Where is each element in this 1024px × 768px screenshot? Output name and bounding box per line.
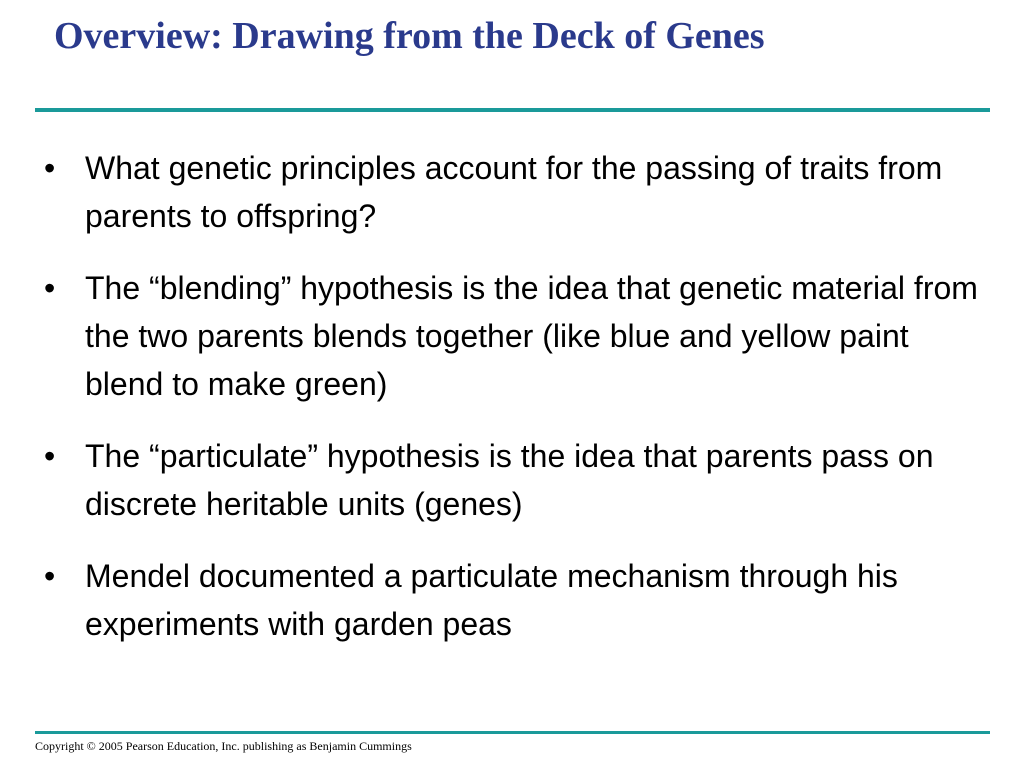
bullet-text: The “particulate” hypothesis is the idea that parents pass on discrete heritable units (genes) (85, 438, 934, 522)
footer-divider (35, 731, 990, 734)
title-divider (35, 108, 990, 112)
bullet-item (0, 432, 1024, 528)
bullet-icon: • (44, 150, 56, 186)
bullet-text: Mendel documented a particulate mechanism through his experiments with garden peas (85, 558, 898, 642)
bullet-icon: • (44, 270, 56, 306)
bullet-icon: • (44, 558, 56, 594)
bullet-item (0, 264, 1024, 408)
bullet-text: What genetic principles account for the passing of traits from parents to offspring? (85, 150, 943, 234)
bullet-icon: • (44, 438, 56, 474)
bullet-item (0, 144, 1024, 240)
bullet-list (0, 144, 1024, 672)
copyright-footer: Copyright © 2005 Pearson Education, Inc. publishing as Benjamin Cummings (35, 739, 412, 753)
slide-title: Overview: Drawing from the Deck of Genes (54, 15, 765, 57)
bullet-item (0, 552, 1024, 648)
bullet-text: The “blending” hypothesis is the idea that genetic material from the two parents blends together (like blue and yellow paint blend to make green) (85, 270, 978, 402)
